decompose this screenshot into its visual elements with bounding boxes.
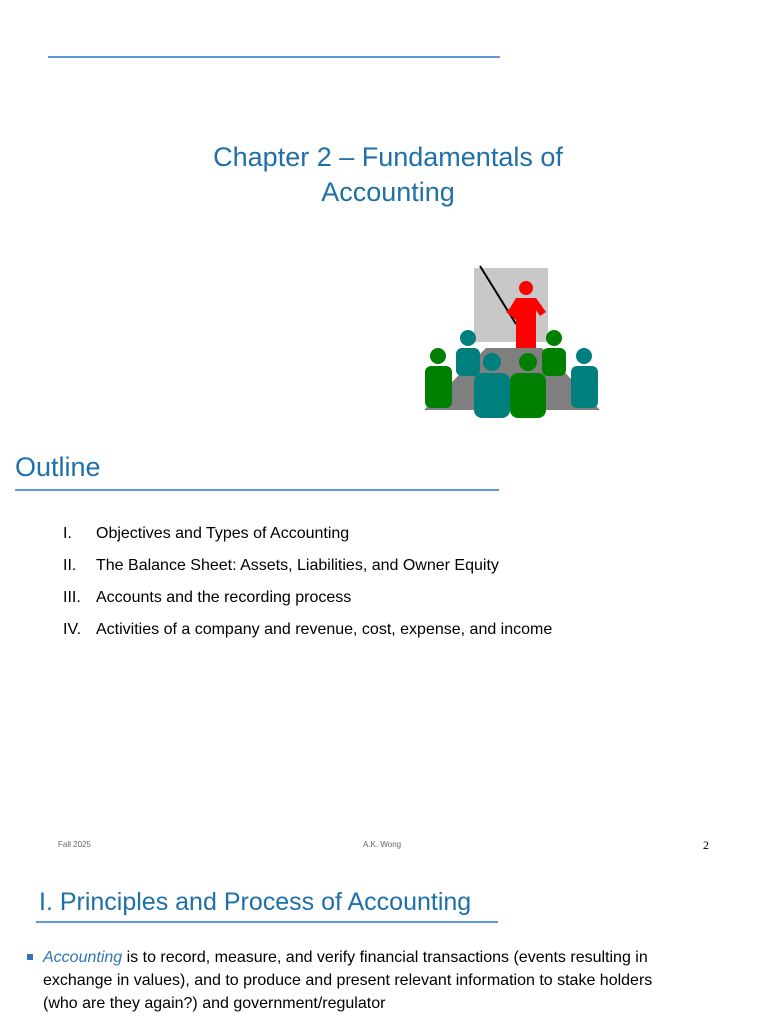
footer-term: Fall 2025 xyxy=(58,840,91,849)
bullet-text xyxy=(43,946,665,1015)
square-bullet-icon xyxy=(27,954,33,960)
outline-list xyxy=(63,520,563,648)
list-text: The Balance Sheet: Assets, Liabilities, and Owner Equity xyxy=(96,557,499,574)
term-accounting: Accounting xyxy=(43,949,123,966)
list-item xyxy=(63,520,563,547)
chapter-title: Chapter 2 – Fundamentals of Accounting xyxy=(213,142,563,207)
outline-rule xyxy=(15,489,499,491)
list-number: IV. xyxy=(63,621,82,638)
outline-heading: Outline xyxy=(15,452,101,482)
top-rule xyxy=(48,56,500,58)
list-text: Activities of a company and revenue, cost, expense, and income xyxy=(96,621,553,638)
list-text: Objectives and Types of Accounting xyxy=(96,525,350,542)
section-rule xyxy=(36,921,498,923)
list-text: Accounts and the recording process xyxy=(96,589,352,606)
list-number: III. xyxy=(63,589,81,606)
section-title: I. Principles and Process of Accounting xyxy=(39,888,472,916)
list-item xyxy=(63,616,563,643)
footer-author: A.K. Wong xyxy=(363,840,402,849)
list-item xyxy=(63,552,563,579)
bullet-paragraph xyxy=(25,946,665,1015)
list-number: I. xyxy=(63,525,72,542)
list-number: II. xyxy=(63,557,77,574)
presentation-meeting-icon xyxy=(420,262,604,422)
page-number: 2 xyxy=(703,838,709,852)
definition-text: is to record, measure, and verify financial transactions (events resulting in exchange in values), and to produce and present relevant information to stake holders (who are they again?) and government/regulator xyxy=(43,949,653,1012)
list-item xyxy=(63,584,563,611)
